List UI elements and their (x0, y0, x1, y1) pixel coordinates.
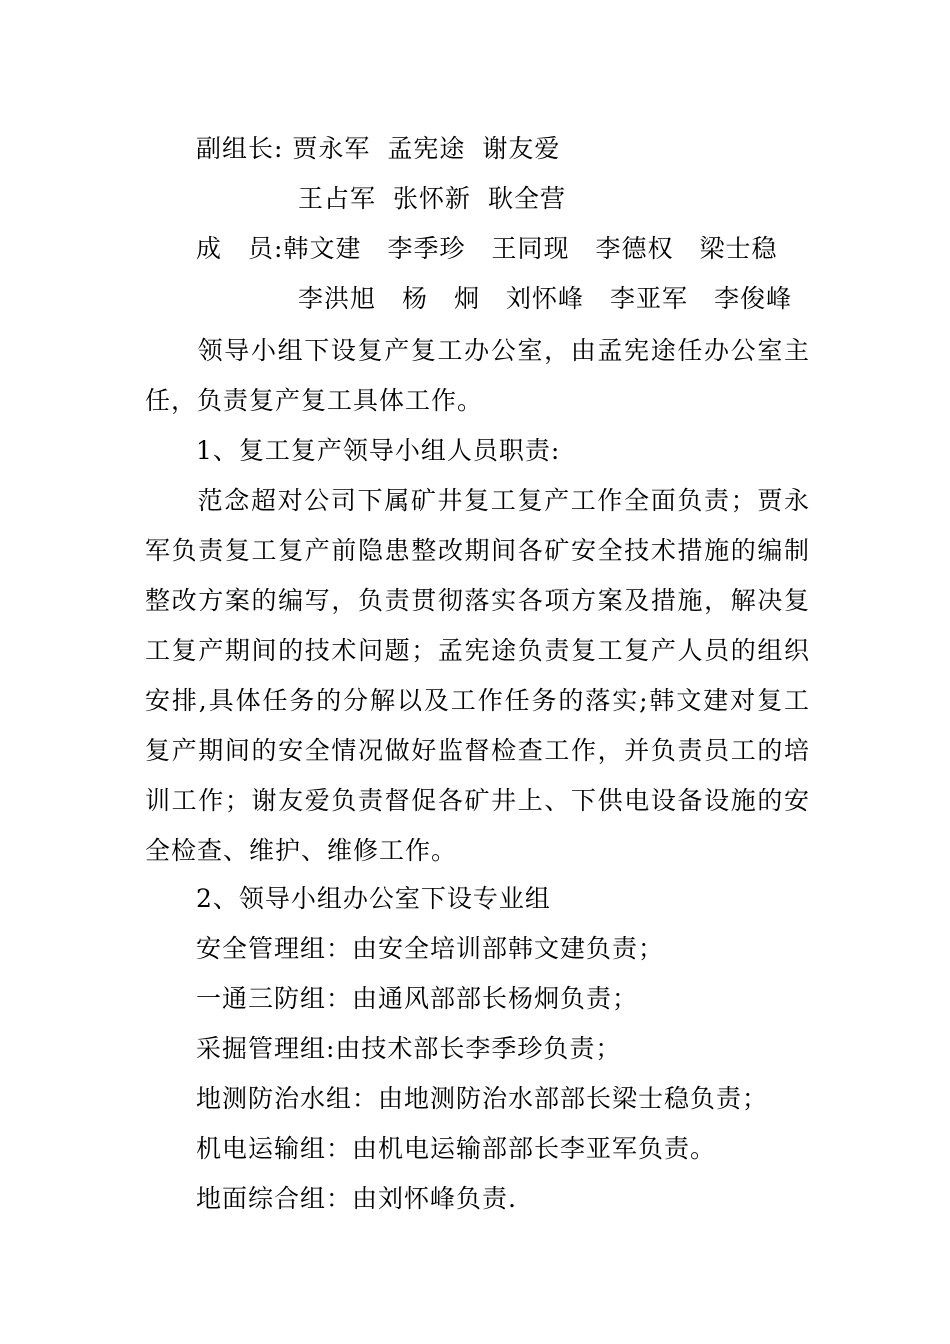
person-name: 韩文建 (283, 234, 362, 263)
person-name: 谢友爱 (482, 134, 561, 163)
group-electromechanical: 机电运输组：由机电运输部部长李亚军负责。 (196, 1134, 717, 1163)
group-ventilation: 一通三防组：由通风部部长杨炯负责； (196, 984, 639, 1013)
person-name: 李德权 (595, 234, 674, 263)
member-label: 成 员: (196, 234, 284, 263)
person-name: 李洪旭 (298, 284, 377, 313)
office-paragraph-text: 领导小组下设复产复工办公室，由孟宪途任办公室主任，负责复产复工具体工作。 (145, 336, 810, 415)
person-name: 李亚军 (610, 284, 689, 313)
section-2-heading: 2、领导小组办公室下设专业组 (196, 884, 551, 913)
group-ground-general: 地面综合组：由刘怀峰负责. (196, 1184, 517, 1213)
person-name: 耿全营 (487, 184, 566, 213)
person-name: 王占军 (298, 184, 377, 213)
section-1-heading: 1、复工复产领导小组人员职责: (196, 436, 561, 465)
group-mining-management: 采掘管理组:由技术部长李季珍负责； (196, 1034, 622, 1063)
person-name: 梁士稳 (699, 234, 778, 263)
members-row-1 (196, 224, 804, 274)
section-1-body (145, 476, 810, 876)
person-name: 李季珍 (387, 234, 466, 263)
person-name: 张怀新 (392, 184, 471, 213)
person-name: 刘怀峰 (506, 284, 585, 313)
person-name: 杨 炯 (402, 284, 481, 313)
deputy-leaders-row-2 (298, 174, 566, 224)
person-name: 孟宪途 (387, 134, 466, 163)
deputy-leaders-row-1 (196, 124, 560, 174)
person-name: 李俊峰 (714, 284, 793, 313)
person-name: 王同现 (491, 234, 570, 263)
group-safety-management: 安全管理组：由安全培训部韩文建负责； (196, 934, 665, 963)
section-1-body-text: 范念超对公司下属矿井复工复产工作全面负责；贾永军负责复工复产前隐患整改期间各矿安全技术措施的编制整改方案的编写，负责贯彻落实各项方案及措施，解决复工复产期间的技术问题；孟宪途负责复工复产人员的组织安排,具体任务的分解以及工作任务的落实;韩文建对复工复产期间的安全情况做好监督检查工作，并负责员工的培训工作；谢友爱负责督促各矿井上、下供电设备设施的安全检查、维护、维修工作。 (145, 486, 810, 865)
members-row-2 (298, 274, 818, 324)
deputy-label: 副组长: (196, 134, 284, 163)
office-paragraph (145, 326, 810, 426)
person-name: 贾永军 (292, 134, 371, 163)
group-geology-water: 地测防治水组：由地测防治水部部长梁士稳负责； (196, 1084, 769, 1113)
